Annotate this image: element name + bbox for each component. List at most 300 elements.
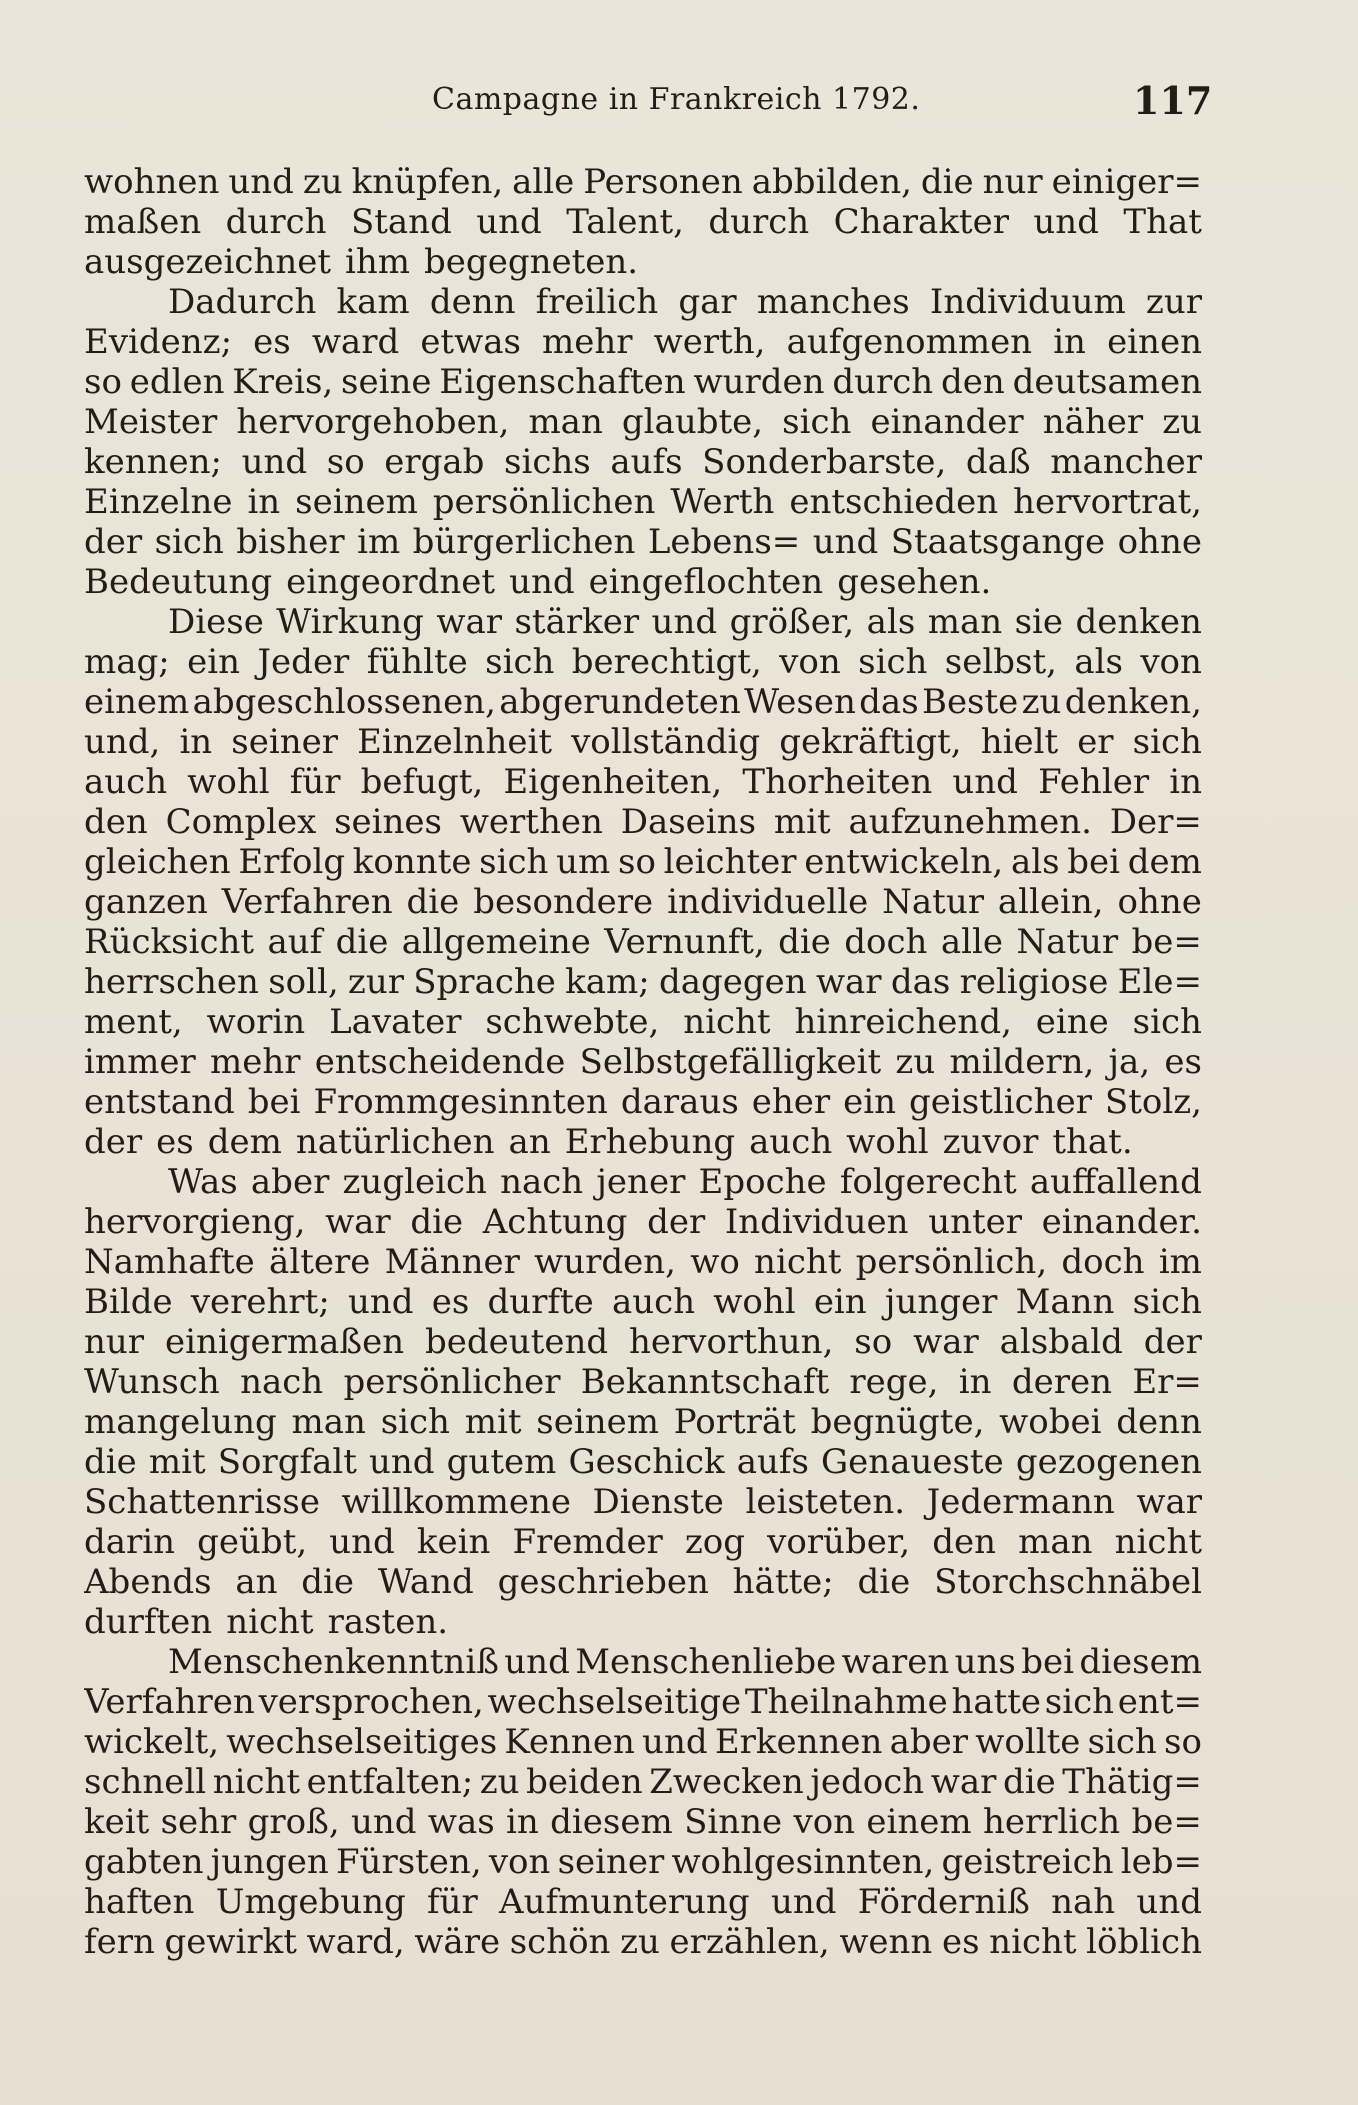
word: Stand — [350, 202, 452, 242]
word: wollte — [975, 1722, 1081, 1762]
word: persönlich, — [855, 1242, 1048, 1282]
word: daraus — [620, 1082, 739, 1122]
text-line — [84, 1842, 1202, 1882]
word: näher — [1042, 402, 1144, 442]
word: war — [325, 1202, 391, 1242]
word: einem — [84, 682, 190, 722]
word: und — [228, 162, 294, 202]
word: persönlicher — [343, 1362, 561, 1402]
text-line — [84, 1802, 1202, 1842]
word: für — [289, 762, 341, 802]
body-text — [84, 162, 1202, 1962]
word: sehr — [160, 1802, 237, 1842]
word: ausgezeichnet — [84, 242, 332, 282]
text-line — [84, 882, 1202, 922]
word: wohl — [187, 762, 270, 802]
word: nicht — [1114, 1522, 1202, 1562]
word: abbilden, — [751, 162, 912, 202]
word: war — [436, 602, 503, 642]
word: sich — [380, 1402, 450, 1442]
word: war — [1136, 1482, 1202, 1522]
word: Erhebung — [564, 1122, 736, 1162]
word: als — [866, 602, 916, 642]
word: gesehen. — [837, 562, 992, 602]
text-line — [84, 682, 1202, 722]
word: denn — [1116, 1402, 1202, 1442]
word: alle — [940, 922, 1003, 962]
text-line — [84, 442, 1202, 482]
word: abgeschlossenen, — [192, 682, 496, 722]
word: gabten — [84, 1842, 204, 1882]
word: gar — [678, 282, 737, 322]
word: besondere — [473, 882, 654, 922]
word: leichter — [663, 842, 797, 882]
word: mit — [464, 1402, 522, 1442]
word: mangelung — [84, 1402, 277, 1442]
word: Vernunft, — [604, 922, 765, 962]
word: für — [427, 1882, 478, 1922]
word: doch — [844, 922, 928, 962]
word: geistlicher — [909, 1082, 1092, 1122]
word: sich — [782, 402, 852, 442]
word: wurden, — [534, 1242, 676, 1282]
word: kein — [416, 1522, 491, 1562]
word: uns — [954, 1642, 1016, 1682]
word: Schattenrisse — [84, 1482, 320, 1522]
word: Thätig= — [1062, 1762, 1202, 1802]
word: hinreichend, — [794, 1002, 1012, 1042]
word: Beste — [921, 682, 1019, 722]
word: und — [369, 1442, 435, 1482]
word: von — [779, 642, 841, 682]
word: maßen — [84, 202, 202, 242]
text-line — [84, 1362, 1202, 1402]
word: um — [556, 842, 611, 882]
word: gezogenen — [1015, 1442, 1202, 1482]
word: Sonderbarste, — [702, 442, 947, 482]
word: aber — [889, 1722, 969, 1762]
word: denken, — [1064, 682, 1202, 722]
word: Personen — [583, 162, 743, 202]
text-line — [84, 1682, 1202, 1722]
word: freilich — [535, 282, 659, 322]
word: seiner — [231, 722, 338, 762]
word: Evidenz; — [84, 322, 233, 362]
word: aufs — [610, 442, 683, 482]
word: zu — [479, 1762, 520, 1802]
word: Individuum — [929, 282, 1126, 322]
word: als — [1074, 642, 1123, 682]
word: aber — [250, 1162, 330, 1202]
word: rege, — [849, 1362, 939, 1402]
word: versprochen, — [258, 1682, 484, 1722]
word: Menschenliebe — [575, 1642, 837, 1682]
word: in — [247, 482, 281, 522]
word: ja, — [1108, 1042, 1151, 1082]
word: es — [156, 1122, 194, 1162]
word: zu — [895, 1042, 936, 1082]
word: durch — [708, 202, 810, 242]
word: und — [642, 1722, 708, 1762]
word: entscheidende — [314, 1042, 566, 1082]
word: und, — [84, 722, 161, 762]
word: wohl — [713, 1282, 796, 1322]
word: Verfahren — [84, 1682, 255, 1722]
word: ward, — [306, 1922, 405, 1962]
word: was — [427, 1802, 495, 1842]
word: Individuen — [724, 1202, 909, 1242]
word: in — [1169, 762, 1202, 802]
word: aufzunehmen. — [848, 802, 1092, 842]
word: Lebens= — [647, 522, 801, 562]
text-line — [84, 1002, 1202, 1042]
text-line — [84, 1602, 1202, 1642]
word: war — [913, 1322, 979, 1362]
word: zu — [1162, 402, 1202, 442]
word: Was — [168, 1162, 238, 1202]
word: nah — [1051, 1882, 1116, 1922]
word: herrschen — [84, 962, 259, 1002]
word: kennen; — [84, 442, 222, 482]
word: ein — [813, 1282, 867, 1322]
word: zur — [347, 962, 404, 1002]
word: Abends — [84, 1562, 212, 1602]
word: die — [857, 1562, 911, 1602]
word: Lavater — [329, 1002, 462, 1042]
word: edlen — [129, 362, 225, 402]
word: entschieden — [789, 482, 999, 522]
word: der — [84, 1122, 143, 1162]
word: schwebte, — [485, 1002, 660, 1042]
word: nach — [500, 1162, 584, 1202]
word: seine — [341, 362, 432, 402]
word: verehrt; — [190, 1282, 330, 1322]
text-line — [84, 1042, 1202, 1082]
word: Dadurch — [168, 282, 317, 322]
word: Daseins — [620, 802, 757, 842]
text-line — [84, 202, 1202, 242]
word: Meister — [84, 402, 218, 442]
word: wechselseitiges — [226, 1722, 498, 1762]
word: auf — [267, 922, 323, 962]
text-line — [84, 322, 1202, 362]
word: beiden — [526, 1762, 643, 1802]
text-line — [84, 1202, 1202, 1242]
text-line — [84, 1322, 1202, 1362]
word: ent= — [1117, 1682, 1202, 1722]
word: keit — [84, 1802, 150, 1842]
word: vorüber, — [767, 1522, 911, 1562]
word: in — [958, 1362, 992, 1402]
word: von — [488, 1842, 551, 1882]
word: Charakter — [833, 202, 1009, 242]
word: ergab — [384, 442, 485, 482]
word: be= — [1131, 922, 1202, 962]
word: gleichen — [84, 842, 231, 882]
word: nicht — [754, 1242, 842, 1282]
word: groß, — [247, 1802, 340, 1842]
word: Fürsten, — [335, 1842, 482, 1882]
word: durch — [832, 362, 934, 402]
word: befugt, — [360, 762, 484, 802]
word: ein — [187, 642, 241, 682]
text-line — [84, 1482, 1202, 1522]
word: hervorgehoben, — [236, 402, 510, 442]
word: mancher — [1050, 442, 1202, 482]
word: das — [859, 682, 919, 722]
word: That — [1123, 202, 1202, 242]
word: Bedeutung — [84, 562, 273, 602]
word: manches — [756, 282, 910, 322]
text-line — [84, 1282, 1202, 1322]
word: geistreich — [941, 1842, 1114, 1882]
word: entfalten; — [306, 1762, 474, 1802]
text-line — [84, 722, 1202, 762]
word: im — [357, 522, 401, 562]
word: Wesen — [744, 682, 856, 722]
word: dem — [1127, 842, 1202, 882]
word: Mann — [1015, 1282, 1115, 1322]
word: im — [1158, 1242, 1202, 1282]
word: Bekanntschaft — [580, 1362, 830, 1402]
word: etwas — [420, 322, 521, 362]
word: mit — [773, 802, 831, 842]
word: die — [410, 1202, 464, 1242]
word: sich — [1132, 1002, 1202, 1042]
word: einander. — [1041, 1202, 1202, 1242]
word: daß — [965, 442, 1031, 482]
word: und — [1033, 202, 1099, 242]
word: entstand — [84, 1082, 235, 1122]
word: gutem — [446, 1442, 557, 1482]
word: es — [1164, 1042, 1202, 1082]
word: soll, — [268, 962, 339, 1002]
word: man — [291, 1402, 366, 1442]
text-line — [84, 762, 1202, 802]
text-line — [84, 642, 1202, 682]
word: deren — [1011, 1362, 1113, 1402]
word: darin — [84, 1522, 176, 1562]
word: ganzen — [84, 882, 208, 922]
word: die — [920, 162, 974, 202]
word: gekräftigt, — [779, 722, 962, 762]
word: sichs — [504, 442, 591, 482]
word: sich — [1087, 1722, 1157, 1762]
word: aufs — [736, 1442, 809, 1482]
word: und — [347, 1282, 414, 1322]
word: man — [528, 402, 603, 442]
word: jedoch — [810, 1762, 925, 1802]
word: einem — [866, 1802, 972, 1842]
word: Natur — [1016, 922, 1119, 962]
word: auffallend — [1029, 1162, 1202, 1202]
word: und — [329, 1522, 395, 1562]
word: dem — [207, 1122, 282, 1162]
word: immer — [84, 1042, 196, 1082]
word: haften — [84, 1882, 195, 1922]
word: zu — [1021, 682, 1062, 722]
word: Einzelne — [84, 482, 233, 522]
word: Theilnahme — [744, 1682, 948, 1722]
word: werth, — [653, 322, 766, 362]
text-line — [84, 922, 1202, 962]
word: natürlichen — [295, 1122, 495, 1162]
word: glaubte, — [621, 402, 764, 442]
word: dagegen — [658, 962, 807, 1002]
word: erzählen, — [669, 1922, 830, 1962]
word: auch — [611, 1282, 696, 1322]
word: waren — [841, 1642, 950, 1682]
word: Kennen — [504, 1722, 635, 1762]
word: berechtigt, — [571, 642, 762, 682]
word: allein, — [997, 882, 1104, 922]
word: so — [1164, 1722, 1202, 1762]
word: schnell — [84, 1762, 207, 1802]
word: hatte — [951, 1682, 1042, 1722]
word: war — [930, 1762, 997, 1802]
word: hätte; — [732, 1562, 834, 1602]
word: sich — [154, 522, 224, 562]
word: selbst, — [944, 642, 1057, 682]
text-line — [84, 1242, 1202, 1282]
word: wo — [690, 1242, 740, 1282]
word: von — [793, 1802, 856, 1842]
word: den — [84, 802, 148, 842]
word: bedeutend — [425, 1322, 609, 1362]
word: be= — [1131, 1802, 1202, 1842]
word: Diese — [168, 602, 264, 642]
text-line — [84, 1082, 1202, 1122]
word: wickelt, — [84, 1722, 220, 1762]
word: Werth — [670, 482, 775, 522]
word: der — [647, 1202, 706, 1242]
word: Stolz, — [1104, 1082, 1202, 1122]
word: in — [506, 1802, 539, 1842]
running-head — [0, 78, 1358, 132]
word: mehr — [542, 322, 633, 362]
word: werthen — [459, 802, 603, 842]
text-line — [84, 1762, 1202, 1802]
word: zu — [302, 162, 343, 202]
word: wohnen — [84, 162, 220, 202]
word: von — [1140, 642, 1202, 682]
word: es — [941, 1922, 980, 1962]
word: Männer — [384, 1242, 520, 1282]
word: und — [504, 1642, 570, 1682]
word: der — [84, 522, 143, 562]
word: die — [84, 1442, 137, 1482]
word: Der= — [1109, 802, 1202, 842]
word: man — [1018, 1522, 1093, 1562]
word: doch — [1061, 1242, 1145, 1282]
word: es — [253, 322, 291, 362]
word: Sinne — [684, 1802, 783, 1842]
word: der — [1143, 1322, 1202, 1362]
word: nur — [84, 1322, 145, 1362]
word: kam; — [565, 962, 650, 1002]
word: Erkennen — [714, 1722, 883, 1762]
word: Bilde — [84, 1282, 173, 1322]
word: rasten. — [327, 1602, 449, 1642]
text-line — [84, 602, 1202, 642]
word: die — [1002, 1762, 1056, 1802]
word: Frommgesinnten — [313, 1082, 608, 1122]
word: Fehler — [1038, 762, 1150, 802]
word: Er= — [1132, 1362, 1202, 1402]
text-line — [84, 1642, 1202, 1682]
word: Dienste — [592, 1482, 724, 1522]
word: deutsamen — [1012, 362, 1202, 402]
word: bei — [247, 1082, 301, 1122]
word: Ele= — [1117, 962, 1202, 1002]
word: mehr — [209, 1042, 301, 1082]
word: Jeder — [257, 642, 350, 682]
word: sich — [479, 842, 549, 882]
word: einander — [870, 402, 1024, 442]
word: Thorheiten — [742, 762, 933, 802]
word: durfte — [487, 1282, 594, 1322]
word: allgemeine — [401, 922, 591, 962]
word: Jedermann — [926, 1482, 1115, 1522]
word: wohl — [846, 1122, 929, 1162]
word: nach — [240, 1362, 324, 1402]
word: alsbald — [999, 1322, 1123, 1362]
word: und — [509, 562, 575, 602]
word: junger — [884, 1282, 998, 1322]
text-line — [84, 242, 1202, 282]
word: Genaueste — [821, 1442, 1004, 1482]
word: und — [241, 442, 308, 482]
word: Wunsch — [84, 1362, 220, 1402]
word: größer, — [729, 602, 855, 642]
word: seinem — [295, 482, 418, 522]
word: alle — [512, 162, 575, 202]
word: herrlich — [982, 1802, 1121, 1842]
word: Geschick — [568, 1442, 725, 1482]
word: so — [84, 362, 122, 402]
word: Rücksicht — [84, 922, 255, 962]
word: sich — [1132, 1282, 1202, 1322]
word: seines — [334, 802, 443, 842]
text-line — [84, 1442, 1202, 1482]
word: eher — [751, 1082, 831, 1122]
text-line — [84, 1922, 1202, 1962]
word: nicht — [212, 1762, 301, 1802]
word: den — [940, 362, 1005, 402]
word: und — [351, 1802, 417, 1842]
word: Talent, — [566, 202, 684, 242]
word: Sorgfalt — [217, 1442, 357, 1482]
word: wäre — [414, 1922, 501, 1962]
text-line — [84, 1402, 1202, 1442]
word: auch — [749, 1122, 833, 1162]
word: willkommene — [341, 1482, 571, 1522]
word: Verfahren — [221, 882, 393, 922]
word: hervorthun, — [629, 1322, 834, 1362]
word: ihm — [345, 242, 411, 282]
word: denn — [429, 282, 516, 322]
word: den — [932, 1522, 997, 1562]
word: zuvor — [942, 1122, 1039, 1162]
word: gewirkt — [164, 1922, 297, 1962]
word: wurden — [693, 362, 825, 402]
word: Umgebung — [215, 1882, 406, 1922]
word: durch — [225, 202, 327, 242]
word: knüpfen, — [351, 162, 504, 202]
word: an — [235, 1562, 278, 1602]
word: es — [431, 1282, 470, 1322]
word: bürgerlichen — [412, 522, 636, 562]
